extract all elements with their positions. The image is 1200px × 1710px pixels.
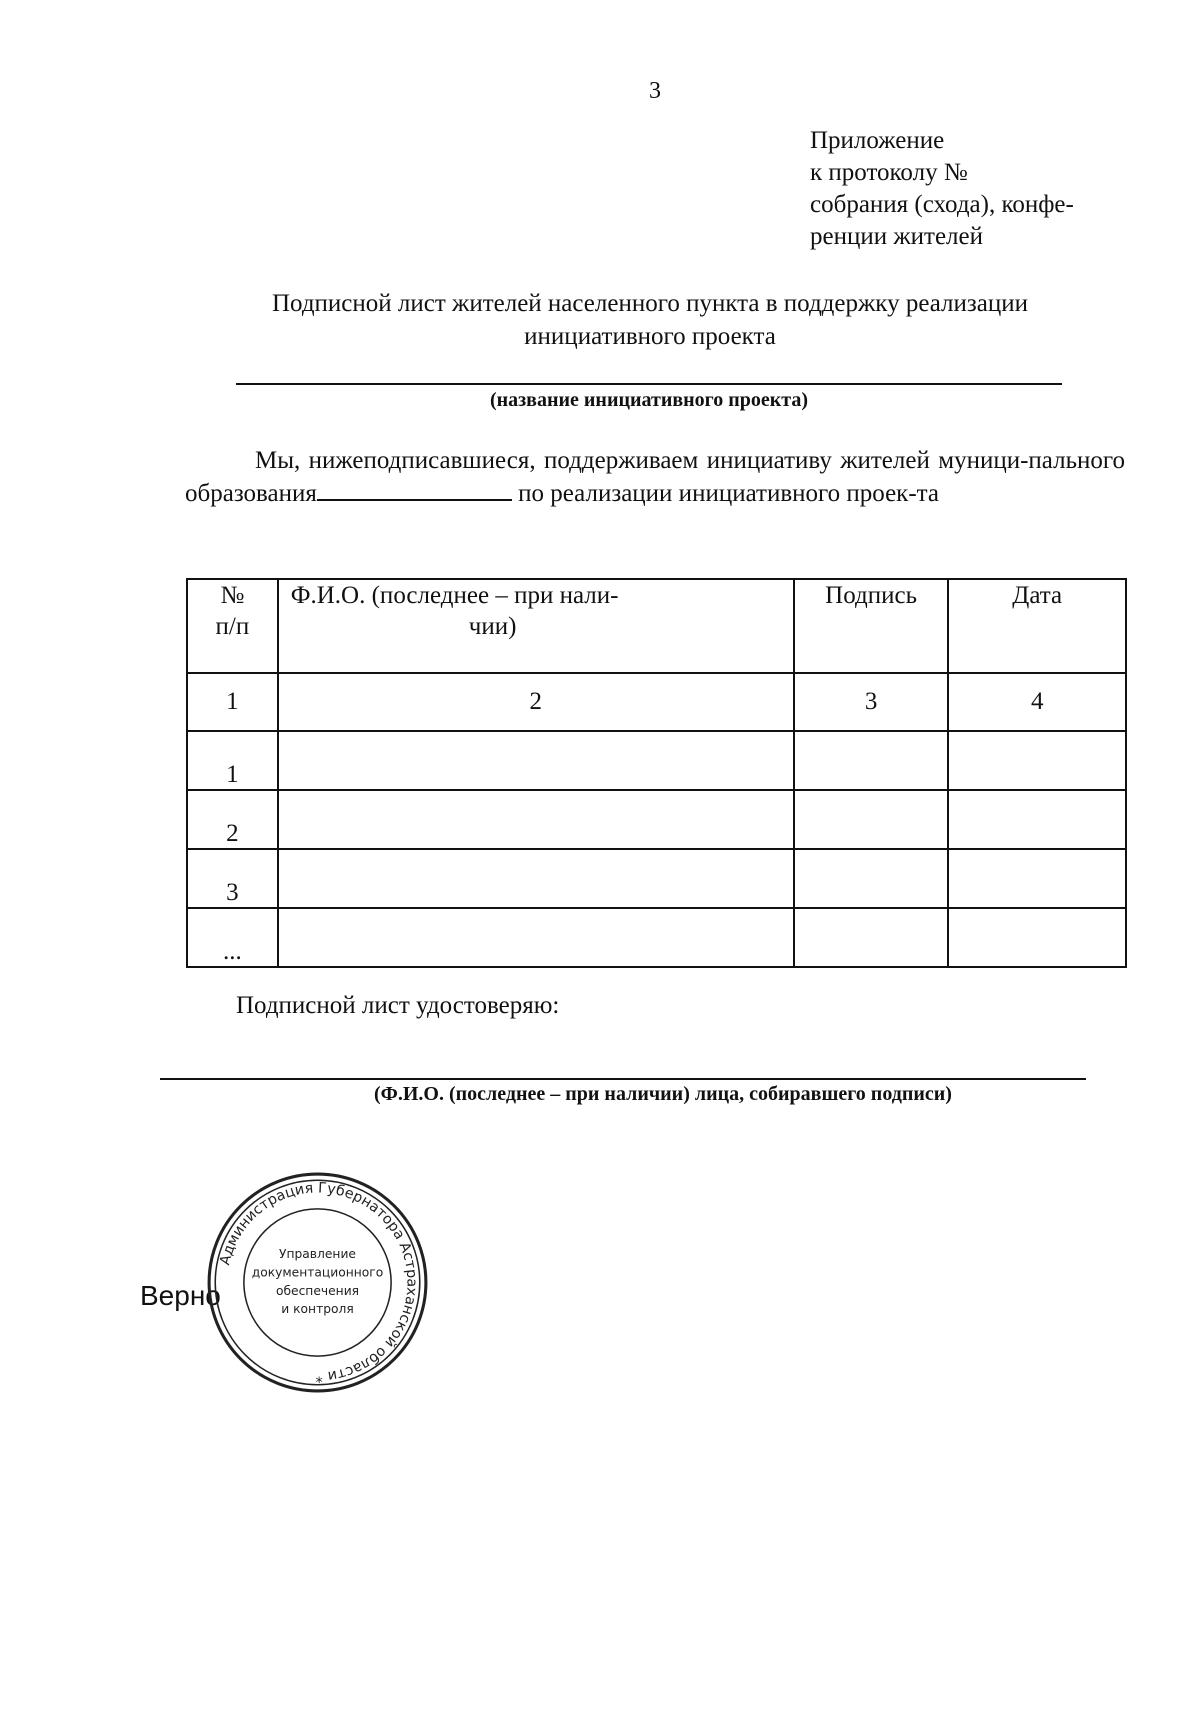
official-stamp — [205, 1170, 430, 1395]
project-name-line — [236, 383, 1062, 385]
header-fio — [278, 579, 794, 673]
title-line-1: Подписной лист жителей населенного пункта в поддержку реализации — [272, 290, 1028, 317]
row-number: ... — [187, 908, 278, 967]
page-number: 3 — [649, 78, 661, 104]
stamp-ring-text: Администрация Губернатора Астраханской области * — [217, 1180, 420, 1385]
column-number-row — [187, 673, 1126, 731]
row-fio-cell[interactable] — [278, 790, 794, 849]
table-row — [187, 908, 1126, 967]
certify-label: Подписной лист удостоверяю: — [236, 992, 560, 1019]
stamp-outer-ring — [209, 1174, 426, 1391]
stamp-center-line: документационного — [251, 1265, 384, 1280]
column-number: 2 — [278, 673, 794, 731]
row-number: 3 — [187, 849, 278, 908]
row-date-cell[interactable] — [948, 908, 1126, 967]
column-number: 3 — [794, 673, 949, 731]
document-title — [150, 287, 1150, 353]
appendix-line: Приложение — [810, 127, 945, 154]
row-fio-cell[interactable] — [278, 849, 794, 908]
column-number: 4 — [948, 673, 1126, 731]
intro-text-2: по реализации инициативного проек-та — [511, 480, 939, 507]
row-signature-cell[interactable] — [794, 908, 949, 967]
row-signature-cell[interactable] — [794, 790, 949, 849]
row-date-cell[interactable] — [948, 849, 1126, 908]
collector-fio-line — [160, 1078, 1086, 1080]
appendix-line: к протоколу № — [810, 159, 968, 186]
row-fio-cell[interactable] — [278, 908, 794, 967]
table-row — [187, 849, 1126, 908]
header-number — [187, 579, 278, 673]
appendix-line: ренции жителей — [810, 223, 983, 250]
stamp-center-line: Управление — [279, 1246, 356, 1261]
title-line-2: инициативного проекта — [524, 323, 776, 350]
header-signature: Подпись — [794, 579, 949, 673]
row-number: 2 — [187, 790, 278, 849]
table-row — [187, 731, 1126, 790]
header-number-line: № — [220, 582, 245, 609]
row-date-cell[interactable] — [948, 790, 1126, 849]
stamp-center-line: и контроля — [281, 1302, 354, 1317]
intro-text-1: Мы, нижеподписавшиеся, поддерживаем инициативу жителей муници-пального образования — [185, 447, 1125, 507]
stamp-inner-ring — [244, 1209, 391, 1356]
intro-paragraph — [185, 445, 1125, 510]
header-fio-line: Ф.И.О. (последнее – при нали- — [290, 582, 619, 609]
table-row — [187, 790, 1126, 849]
row-date-cell[interactable] — [948, 731, 1126, 790]
row-fio-cell[interactable] — [278, 731, 794, 790]
collector-fio-caption: (Ф.И.О. (последнее – при наличии) лица, собиравшего подписи) — [374, 1083, 952, 1105]
row-number: 1 — [187, 731, 278, 790]
row-signature-cell[interactable] — [794, 731, 949, 790]
verno-label: Верно — [140, 1280, 221, 1311]
signature-table — [186, 578, 1127, 968]
appendix-line: собрания (схода), конфе- — [810, 191, 1074, 218]
column-number: 1 — [187, 673, 278, 731]
project-name-caption: (название инициативного проекта) — [489, 389, 809, 411]
appendix-block — [810, 125, 1074, 253]
header-fio-line: чии) — [468, 613, 517, 640]
header-date: Дата — [948, 579, 1126, 673]
municipality-blank — [317, 477, 512, 501]
header-number-line: п/п — [215, 613, 250, 640]
row-signature-cell[interactable] — [794, 849, 949, 908]
stamp-center-line: обеспечения — [275, 1283, 360, 1298]
table-header-row — [187, 579, 1126, 673]
